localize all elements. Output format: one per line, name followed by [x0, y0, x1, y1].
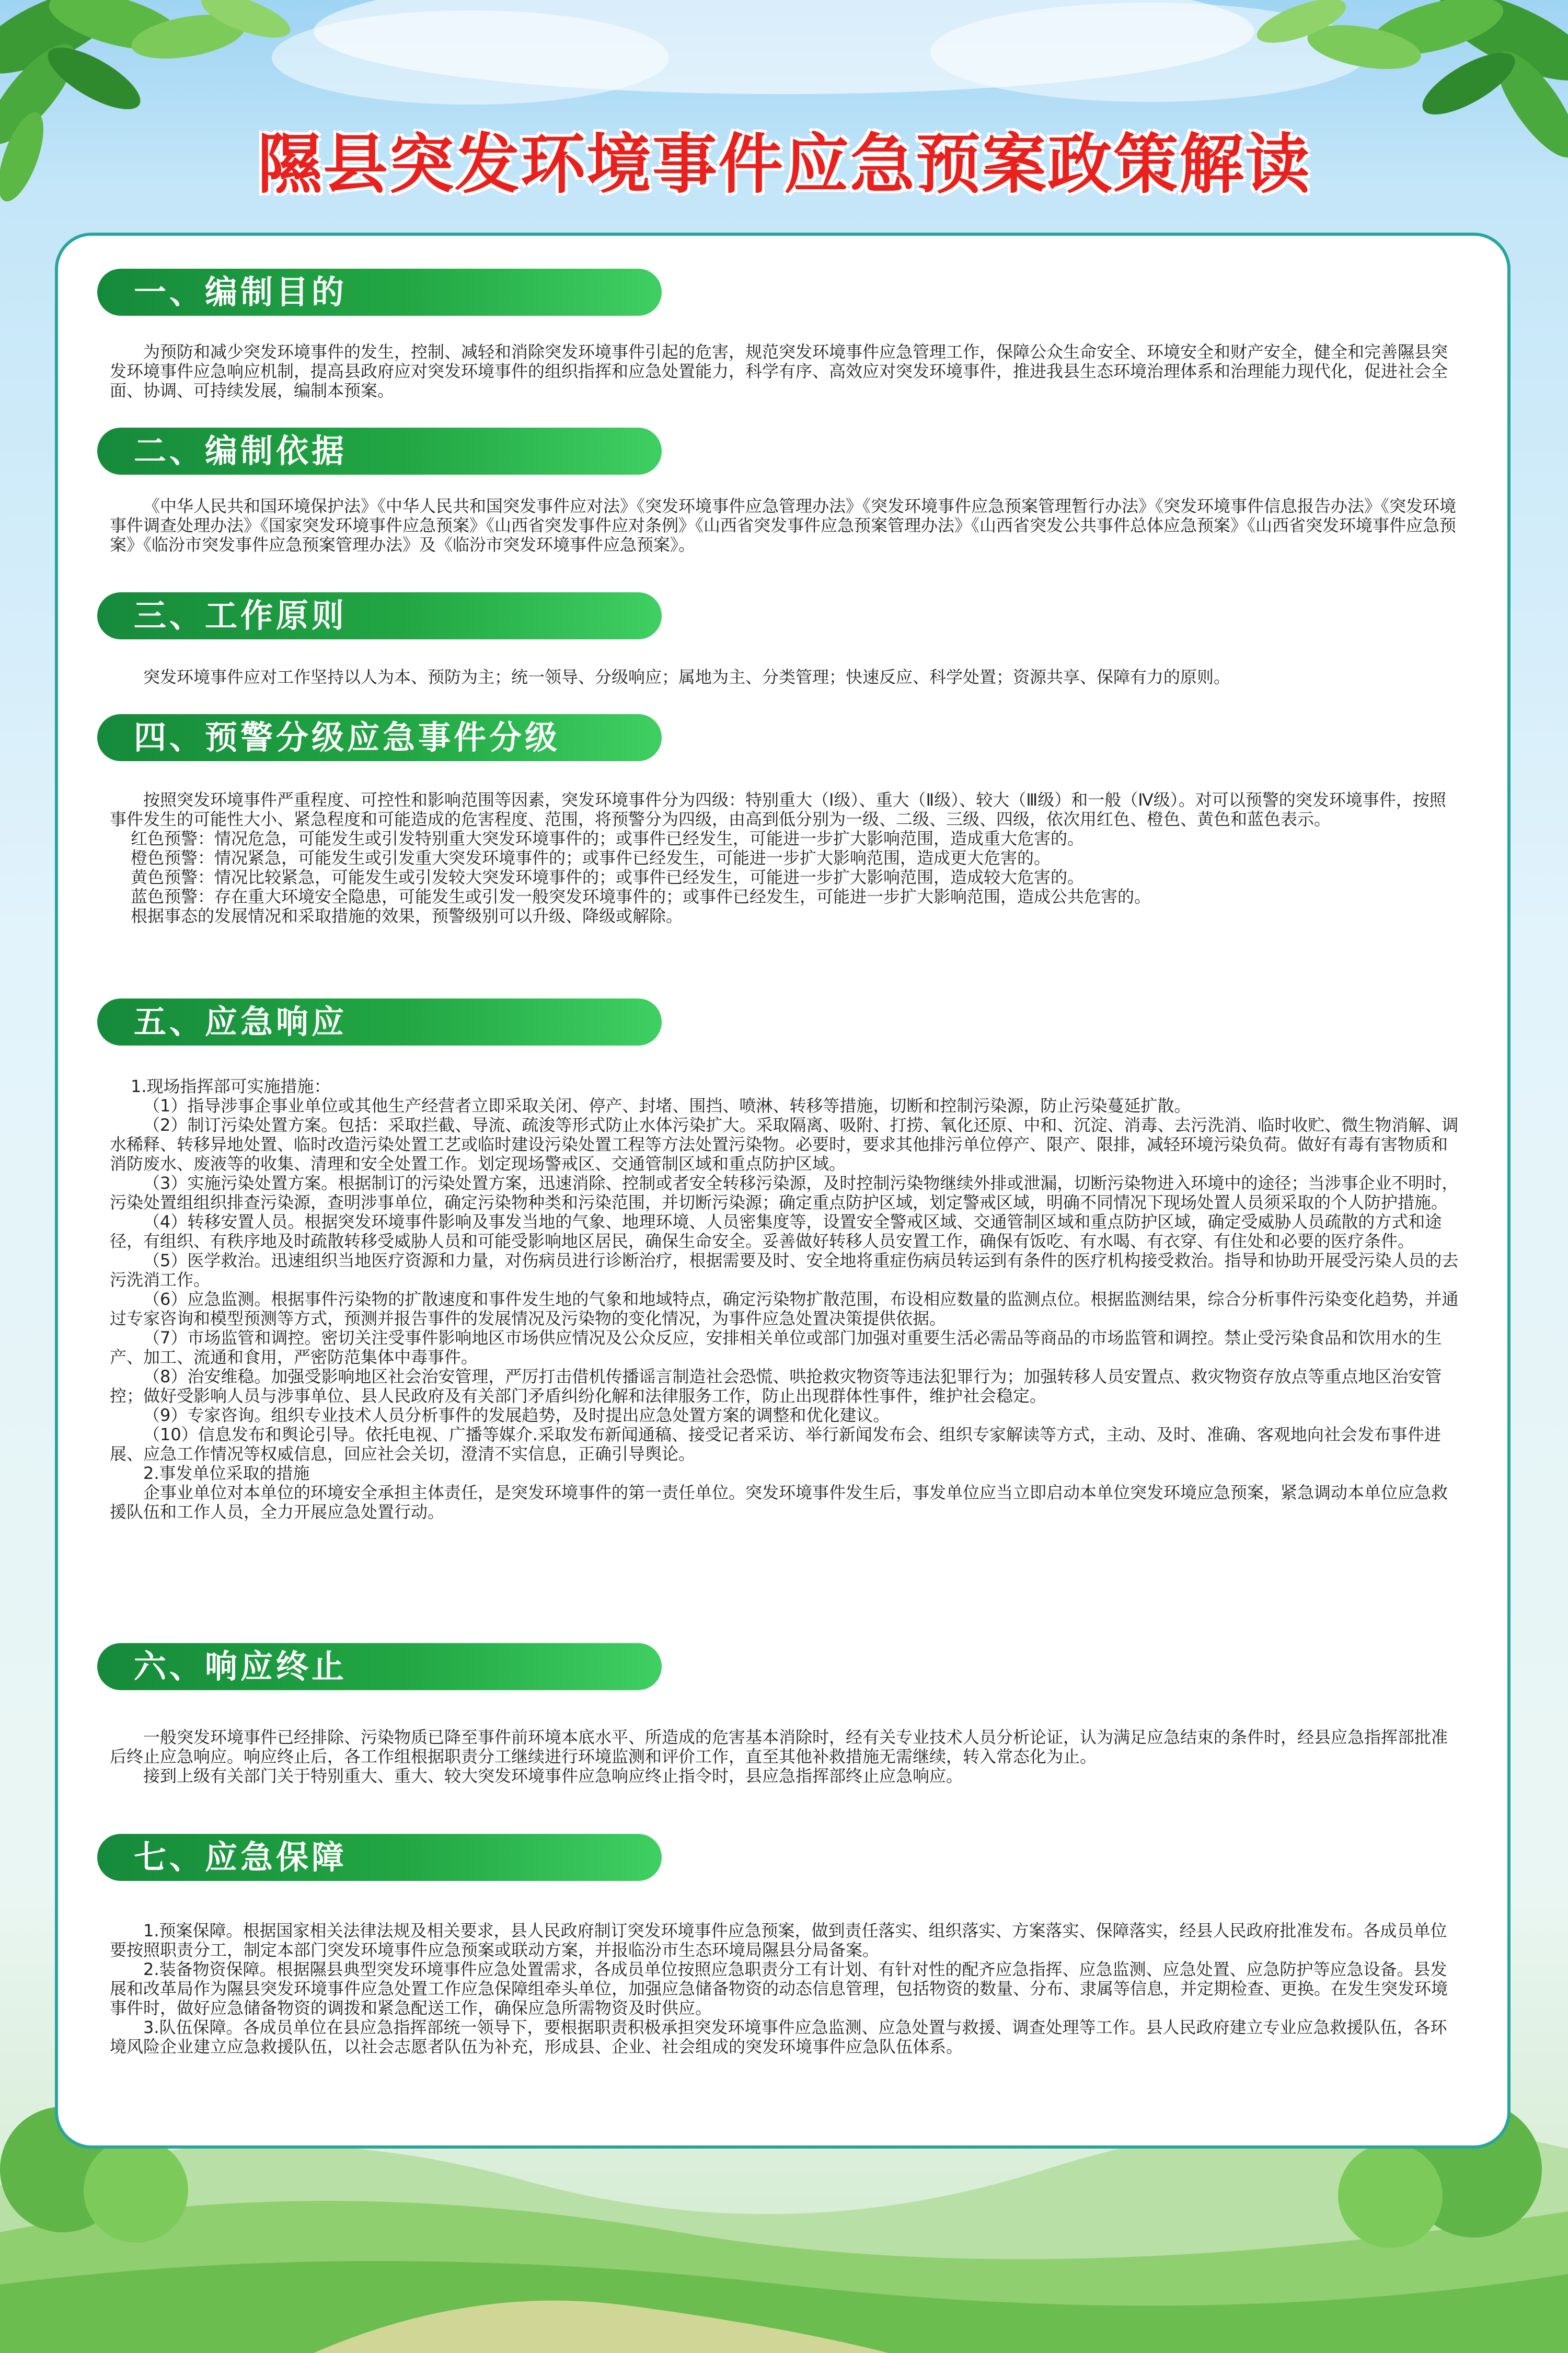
section-body-safeguards [110, 1921, 1461, 2057]
paragraph: 为预防和减少突发环境事件的发生，控制、减轻和消除突发环境事件引起的危害，规范突发环境事件应急管理工作，保障公众生命安全、环境安全和财产安全，健全和完善隰县突发环境事件应急响应机制，提高县政府应对突发环境事件的组织指挥和应急处置能力，科学有序、高效应对突发环境事件，推进我县生态环境治理体系和治理能力现代化，促进社会全面、协调、可持续发展，编制本预案。 [110, 342, 1448, 400]
warning-blue: 蓝色预警：存在重大环境安全隐患，可能发生或引发一般突发环境事件的；或事件已经发生，可能进一步扩大影响范围，造成公共危害的。 [131, 887, 1151, 906]
paragraph: 《中华人民共和国环境保护法》《中华人民共和国突发事件应对法》《突发环境事件应急管理办法》《突发环境事件应急预案管理暂行办法》《突发环境事件信息报告办法》《突发环境事件调查处理办法》《国家突发环境事件应急预案》《山西省突发事件应对条例》《山西省突发事件应急预案管理办法》《山西省突发公共事件总体应急预案》《山西省突发环境事件应急预案》《临汾市突发事件应急预案管理办法》及《临汾市突发环境事件应急预案》。 [110, 496, 1457, 555]
paragraph: 3.队伍保障。各成员单位在县应急指挥部统一领导下，要根据职责积极承担突发环境事件应急监测、应急处置与救援、调查处理等工作。县人民政府建立专业应急救援队伍，各环境风险企业建立应急救援队伍，以社会志愿者队伍为补充，形成县、企业、社会组成的突发环境事件应急队伍体系。 [110, 2017, 1447, 2057]
paragraph: （6）应急监测。根据事件污染物的扩散速度和事件发生地的气象和地域特点，确定污染物扩散范围，布设相应数量的监测点位。根据监测结果，综合分析事件污染变化趋势，并通过专家咨询和模型预测等方式，预测并报告事件的发展情况及污染物的变化情况，为事件应急处置决策提供依据。 [110, 1289, 1459, 1328]
paragraph: （8）治安维稳。加强受影响地区社会治安管理，严厉打击借机传播谣言制造社会恐慌、哄抢救灾物资等违法犯罪行为；加强转移人员安置点、救灾物资存放点等重点地区治安管控；做好受影响人员与涉事单位、县人民政府及有关部门矛盾纠纷化解和法律服务工作，防止出现群体性事件，维护社会稳定。 [110, 1367, 1442, 1406]
paragraph: （5）医学救治。迅速组织当地医疗资源和力量，对伤病员进行诊断治疗，根据需要及时、安全地将重症伤病员转运到有条件的医疗机构接受救治。指导和协助开展受污染人员的去污洗消工作。 [110, 1250, 1459, 1290]
paragraph: 接到上级有关部门关于特别重大、重大、较大突发环境事件应急响应终止指令时，县应急指挥部终止应急响应。 [143, 1766, 963, 1786]
section-heading-basis: 二、编制依据 [97, 428, 662, 475]
paragraph: 企事业单位对本单位的环境安全承担主体责任，是突发环境事件的第一责任单位。突发环境事件发生后，事发单位应当立即启动本单位突发环境应急预案，紧急调动本单位应急救援队伍和工作人员，全力开展应急处置行动。 [110, 1483, 1448, 1522]
section-body-purpose [110, 342, 1461, 400]
paragraph: 1.预案保障。根据国家相关法律法规及相关要求，县人民政府制订突发环境事件应急预案，做到责任落实、组织落实、方案落实、保障落实，经县人民政府批准发布。各成员单位要按照职责分工，制定本部门突发环境事件应急预案或联动方案，并报临汾市生态环境局隰县分局备案。 [110, 1921, 1447, 1960]
section-heading-purpose: 一、编制目的 [97, 269, 662, 316]
warning-yellow: 黄色预警：情况比较紧急，可能发生或引发较大突发环境事件的；或事件已经发生，可能进一步扩大影响范围，造成较大危害的。 [131, 867, 1085, 887]
warning-red: 红色预警：情况危急，可能发生或引发特别重大突发环境事件的；或事件已经发生，可能进一步扩大影响范围，造成重大危害的。 [131, 829, 1085, 848]
paragraph: （7）市场监管和调控。密切关注受事件影响地区市场供应情况及公众反应，安排相关单位或部门加强对重要生活必需品等商品的市场监管和调控。禁止受污染食品和饮用水的生产、加工、流通和食用，严密防范集体中毒事件。 [110, 1328, 1442, 1367]
section-body-response [110, 1077, 1461, 1522]
paragraph: 1.现场指挥部可实施措施： [131, 1076, 331, 1096]
paragraph: （9）专家咨询。组织专业技术人员分析事件的发展趋势，及时提出应急处置方案的调整和优化建议。 [143, 1405, 890, 1425]
paragraph: 按照突发环境事件严重程度、可控性和影响范围等因素，突发环境事件分为四级：特别重大（Ⅰ级）、重大（Ⅱ级）、较大（Ⅲ级）和一般（Ⅳ级）。对可以预警的突发环境事件，按照事件发生的可能性大小、紧急程度和可能造成的危害程度、范围，将预警分为四级，由高到低分别为一级、二级、三级、四级，依次用红色、橙色、黄色和蓝色表示。 [110, 790, 1446, 829]
warning-orange: 橙色预警：情况紧急，可能发生或引发重大突发环境事件的；或事件已经发生，可能进一步扩大影响范围，造成更大危害的。 [131, 848, 1051, 868]
paragraph: （2）制订污染处置方案。包括：采取拦截、导流、疏浚等形式防止水体污染扩大。采取隔离、吸附、打捞、氧化还原、中和、沉淀、消毒、去污洗消、临时收贮、微生物消解、调水稀释、转移异地处置、临时改造污染处置工艺或临时建设污染处置工程等方法处置污染物。必要时，要求其他排污单位停产、限产、限排，减轻环境污染负荷。做好有毒有害物质和消防废水、废液等的收集、清理和安全处置工作。划定现场警戒区、交通管制区域和重点防护区域。 [110, 1115, 1459, 1174]
section-body-warning-levels [110, 790, 1461, 926]
section-heading-response: 五、应急响应 [97, 998, 662, 1046]
paragraph: 一般突发环境事件已经排除、污染物质已降至事件前环境本底水平、所造成的危害基本消除时，经有关专业技术人员分析论证，认为满足应急结束的条件时，经县应急指挥部批准后终止应急响应。响应终止后，各工作组根据职责分工继续进行环境监测和评价工作，直至其他补救措施无需继续，转入常态化为止。 [110, 1727, 1448, 1766]
paragraph: 根据事态的发展情况和采取措施的效果，预警级别可以升级、降级或解除。 [131, 906, 683, 926]
paragraph: （3）实施污染处置方案。根据制订的污染处置方案，迅速消除、控制或者安全转移污染源，及时控制污染物继续外排或泄漏，切断污染物进入环境中的途径；当涉事企业不明时，污染处置组组织排查污染源，查明涉事单位，确定污染物种类和污染范围，并切断污染源；确定重点防护区域，划定警戒区域，明确不同情况下现场处置人员须采取的个人防护措施。 [110, 1173, 1459, 1212]
paragraph: 2.装备物资保障。根据隰县典型突发环境事件应急处置需求，各成员单位按照应急职责分工有计划、有针对性的配齐应急指挥、应急监测、应急处置、应急防护等应急设备。县发展和改革局作为隰县突发环境事件应急处置工作应急保障组牵头单位，加强应急储备物资的动态信息管理，包括物资的数量、分布、隶属等信息，并定期检查、更换。在发生突发环境事件时，做好应急储备物资的调拨和紧急配送工作，确保应急所需物资及时供应。 [110, 1959, 1448, 2018]
section-heading-termination: 六、响应终止 [97, 1643, 662, 1690]
section-heading-safeguards: 七、应急保障 [97, 1834, 662, 1881]
paragraph: 2.事发单位采取的措施 [143, 1463, 310, 1483]
paragraph: （1）指导涉事企事业单位或其他生产经营者立即采取关闭、停产、封堵、围挡、喷淋、转移等措施，切断和控制污染源，防止污染蔓延扩散。 [143, 1096, 1191, 1116]
paragraph: 突发环境事件应对工作坚持以人为本、预防为主；统一领导、分级响应；属地为主、分类管理；快速反应、科学处置；资源共享、保障有力的原则。 [143, 667, 1231, 687]
section-body-principles [110, 668, 1461, 687]
section-body-termination [110, 1728, 1461, 1786]
section-heading-principles: 三、工作原则 [97, 592, 662, 639]
paragraph: （4）转移安置人员。根据突发环境事件影响及事发当地的气象、地理环境、人员密集度等，设置安全警戒区域、交通管制区域和重点防护区域，确定受威胁人员疏散的方式和途径，有组织、有秩序地及时疏散转移受威胁人员和可能受影响地区居民，确保生命安全。妥善做好转移人员安置工作，确保有饭吃、有水喝、有衣穿、有住处和必要的医疗条件。 [110, 1212, 1442, 1251]
section-body-basis [110, 497, 1461, 555]
paragraph: （10）信息发布和舆论引导。依托电视、广播等媒介.采取发布新闻通稿、接受记者采访、举行新闻发布会、组织专家解读等方式，主动、及时、准确、客观地向社会发布事件进展、应急工作情况等权威信息，回应社会关切，澄清不实信息，正确引导舆论。 [110, 1425, 1441, 1464]
page-title: 隰县突发环境事件应急预案政策解读 [257, 127, 1311, 202]
section-heading-warning-levels: 四、预警分级应急事件分级 [97, 714, 662, 761]
